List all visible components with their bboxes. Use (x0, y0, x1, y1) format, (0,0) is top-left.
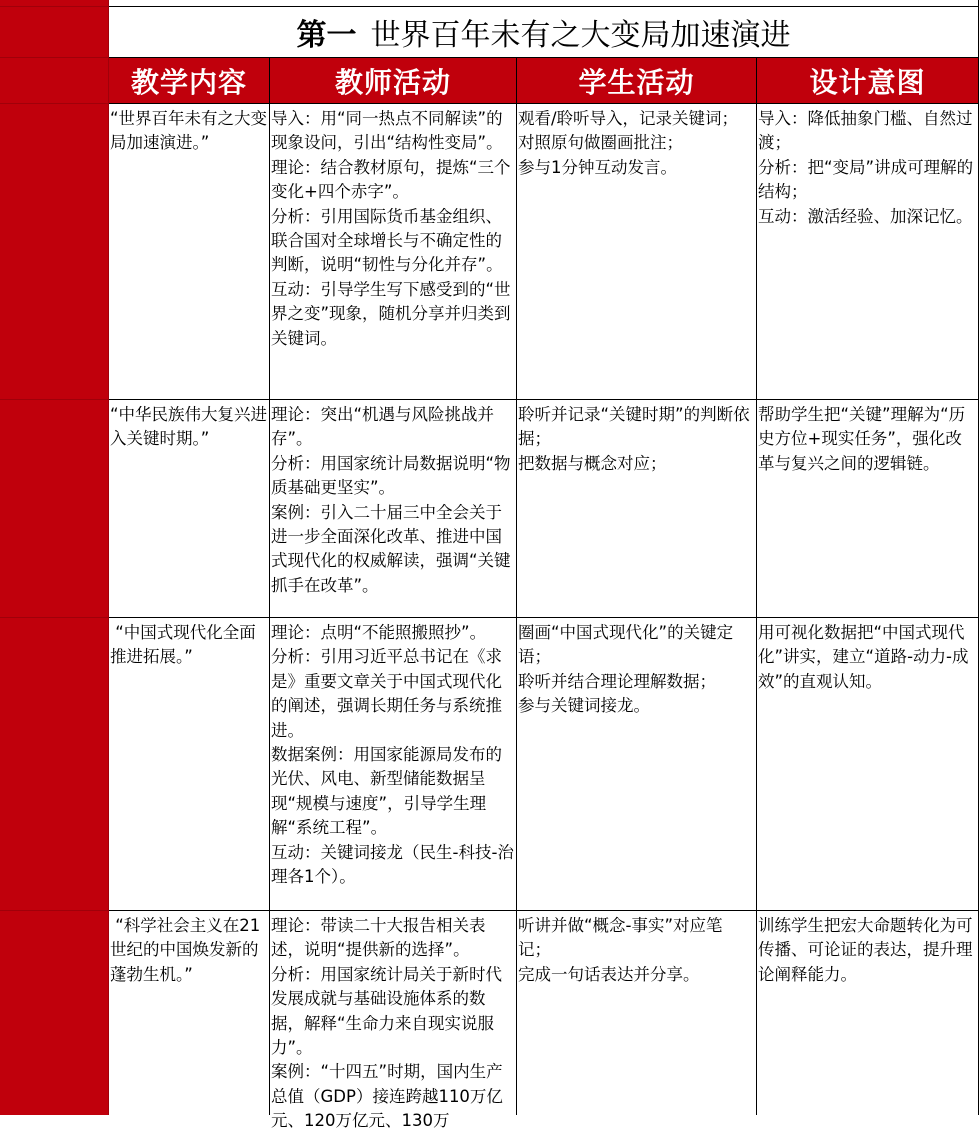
cell-teaching-content: “中华民族伟大复兴进入关键时期。” (109, 400, 270, 618)
cell-teacher-activity: 理论：突出“机遇与风险挑战并存”。 分析：用国家统计局数据说明“物质基础更坚实”。 案例：引入二十届三中全会关于进一步全面深化改革、推进中国式现代化的权威解读，强调“关键抓手在改革”。 (270, 400, 517, 618)
cell-student-activity: 听讲并做“概念-事实”对应笔记； 完成一句话表达并分享。 (517, 911, 757, 1115)
cell-teacher-activity: 理论：点明“不能照搬照抄”。 分析：引用习近平总书记在《求是》重要文章关于中国式现代化的阐述，强调长期任务与系统推进。 数据案例：用国家能源局发布的光伏、风电、新型储能数据呈现“规模与速度”，引导学生理解“系统工程”。 互动：关键词接龙（民生-科技-治理各1个）。 (270, 618, 517, 911)
column-header-intent: 设计意图 (757, 58, 979, 104)
cell-teaching-content: “科学社会主义在21世纪的中国焕发新的蓬勃生机。” (109, 911, 270, 1115)
cell-teaching-content: “世界百年未有之大变局加速演进。” (109, 104, 270, 400)
cell-student-activity: 观看/聆听导入，记录关键词； 对照原句做圈画批注； 参与1分钟互动发言。 (517, 104, 757, 400)
column-header-teacher: 教师活动 (270, 58, 517, 104)
left-red-strip-top (0, 0, 109, 7)
left-red-row (0, 618, 109, 911)
cell-design-intent: 导入：降低抽象门槛、自然过渡； 分析：把“变局”讲成可理解的结构； 互动：激活经验、加深记忆。 (757, 104, 979, 400)
section-heading: 世界百年未有之大变局加速演进 (370, 18, 791, 53)
left-red-header (0, 58, 109, 104)
top-border-cell (109, 0, 979, 7)
left-red-row (0, 400, 109, 618)
cell-student-activity: 圈画“中国式现代化”的关键定语； 聆听并结合理论理解数据； 参与关键词接龙。 (517, 618, 757, 911)
left-red-row (0, 911, 109, 1115)
left-red-row (0, 104, 109, 400)
section-number: 第一 (296, 18, 357, 53)
cell-design-intent: 帮助学生把“关键”理解为“历史方位+现实任务”，强化改革与复兴之间的逻辑链。 (757, 400, 979, 618)
column-header-content: 教学内容 (109, 58, 270, 104)
cell-teaching-content: “中国式现代化全面推进拓展。” (109, 618, 270, 911)
left-red-title (0, 7, 109, 58)
cell-design-intent: 训练学生把宏大命题转化为可传播、可论证的表达，提升理论阐释能力。 (757, 911, 979, 1115)
cell-design-intent: 用可视化数据把“中国式现代化”讲实，建立“道路-动力-成效”的直观认知。 (757, 618, 979, 911)
section-title (109, 7, 979, 58)
cell-teacher-activity: 理论：带读二十大报告相关表述，说明“提供新的选择”。 分析：用国家统计局关于新时代发展成就与基础设施体系的数据，解释“生命力来自现实说服力”。 案例：“十四五”时期，国内生产总值（GDP）接连跨越110万亿元、120万亿元、130万 (270, 911, 517, 1115)
column-header-student: 学生活动 (517, 58, 757, 104)
cell-teacher-activity: 导入：用“同一热点不同解读”的现象设问，引出“结构性变局”。 理论：结合教材原句，提炼“三个变化+四个赤字”。 分析：引用国际货币基金组织、联合国对全球增长与不确定性的判断，说明“韧性与分化并存”。 互动：引导学生写下感受到的“世界之变”现象，随机分享并归类到关键词。 (270, 104, 517, 400)
cell-student-activity: 聆听并记录“关键时期”的判断依据； 把数据与概念对应； (517, 400, 757, 618)
